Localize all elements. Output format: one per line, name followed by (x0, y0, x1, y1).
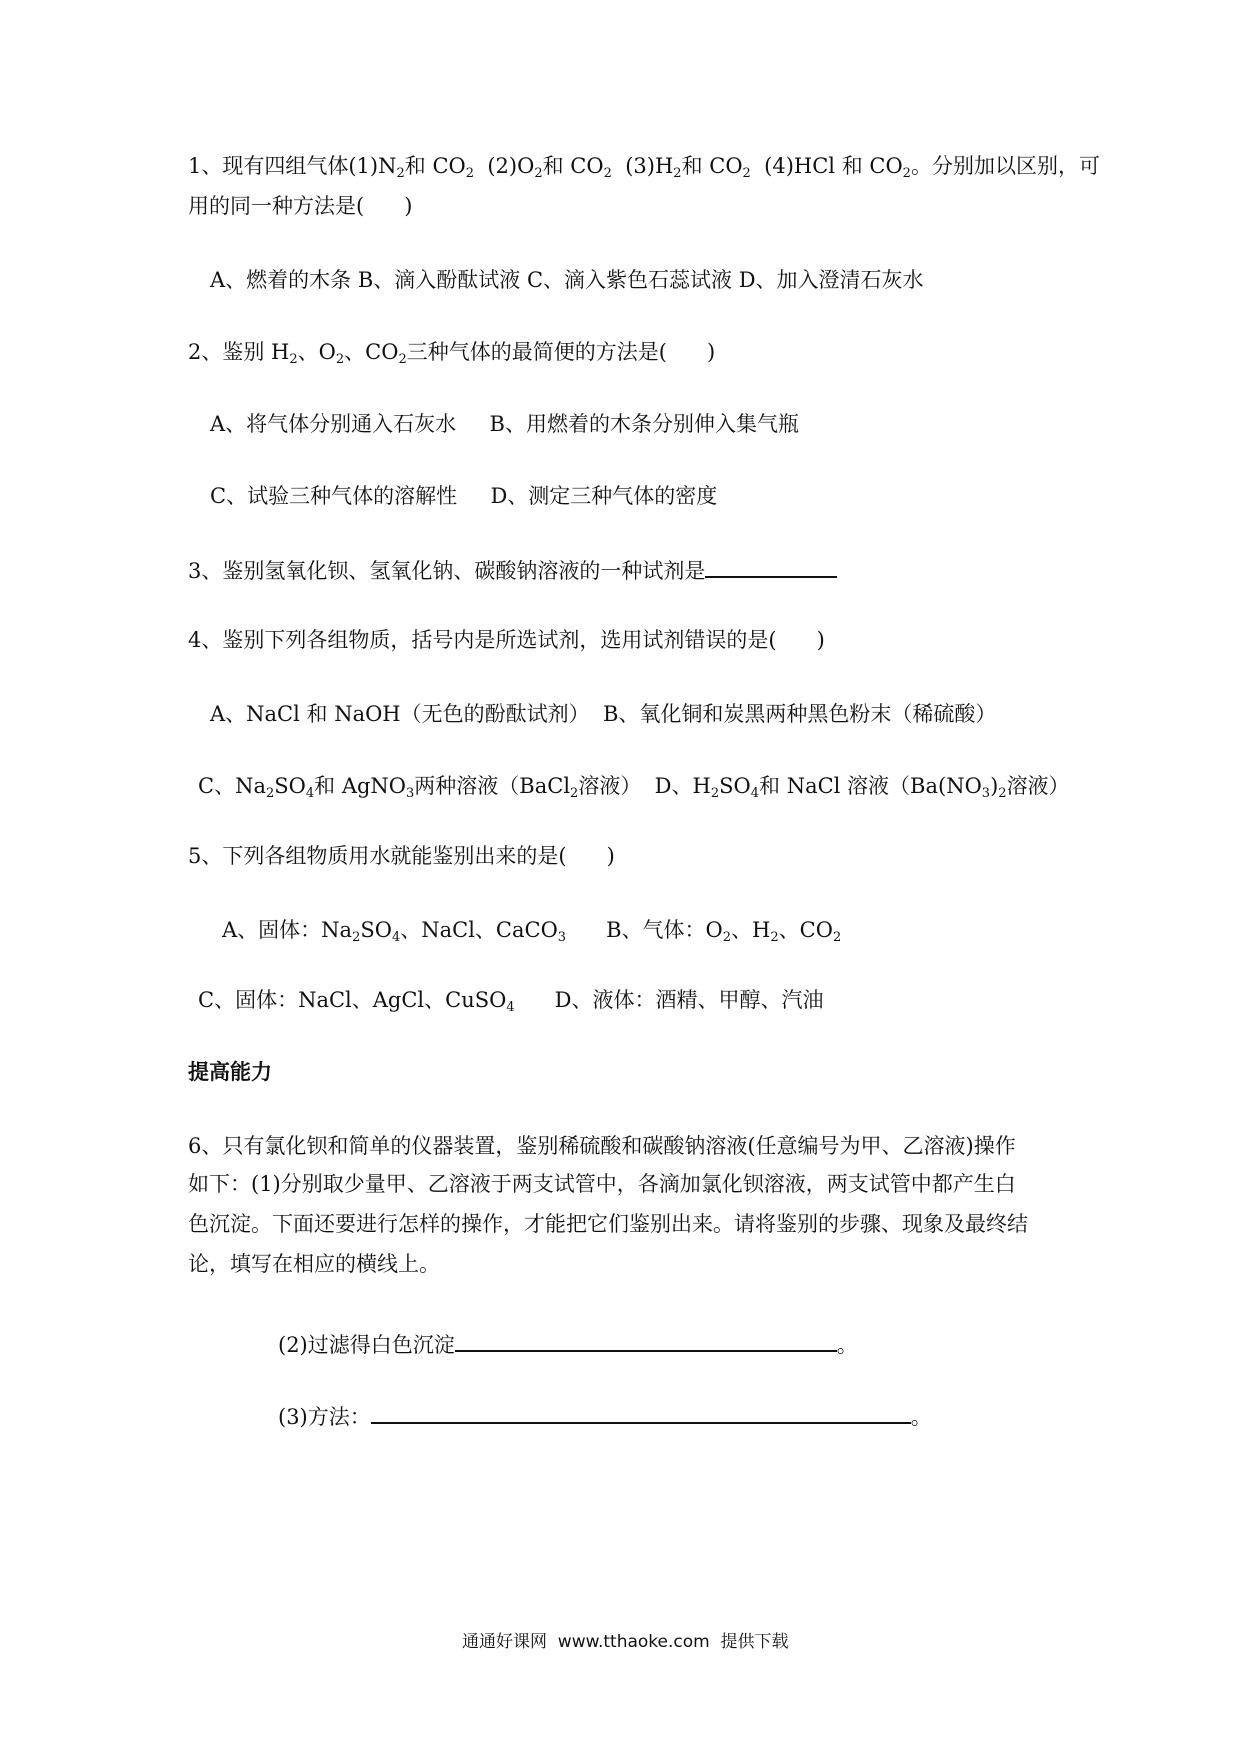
q5-options-cd: C、固体：NaCl、AgCl、CuSO4 D、液体：酒精、甲醇、汽油 (198, 988, 824, 1015)
q6-step3: (3)方法： 。 (278, 1402, 932, 1431)
q1-line2: 用的同一种方法是( ) (188, 194, 413, 218)
q3-stem: 3、鉴别氢氧化钡、氢氧化钠、碳酸钠溶液的一种试剂是 (188, 556, 837, 585)
q5-stem: 5、下列各组物质用水就能鉴别出来的是( ) (188, 844, 615, 868)
section-title: 提高能力 (188, 1060, 272, 1084)
page-footer: 通通好课网 www.tthaoke.com 提供下载 (462, 1632, 789, 1652)
q5-options-ab: A、固体：Na2SO4、NaCl、CaCO3 B、气体：O2、H2、CO2 (222, 918, 842, 945)
q6-line1: 6、只有氯化钡和简单的仪器装置，鉴别稀硫酸和碳酸钠溶液(任意编号为甲、乙溶液)操作 (188, 1134, 1016, 1158)
q1-options: A、燃着的木条 B、滴入酚酞试液 C、滴入紫色石蕊试液 D、加入澄清石灰水 (210, 268, 924, 292)
q4-stem: 4、鉴别下列各组物质，括号内是所选试剂，选用试剂错误的是( ) (188, 628, 825, 652)
q6-line2: 如下：(1)分别取少量甲、乙溶液于两支试管中，各滴加氯化钡溶液，两支试管中都产生白 (188, 1172, 1016, 1196)
q2-options-ab: A、将气体分别通入石灰水 B、用燃着的木条分别伸入集气瓶 (210, 412, 799, 436)
q6-line4: 论，填写在相应的横线上。 (188, 1252, 440, 1276)
q2-options-cd: C、试验三种气体的溶解性 D、测定三种气体的密度 (210, 484, 718, 508)
q3-answer-blank[interactable] (705, 556, 837, 578)
q1-line1: 1、现有四组气体(1)N2和 CO2 (2)O2和 CO2 (3)H2和 CO2 (4)HCl 和 CO2。分别加以区别，可 (188, 154, 1100, 181)
q6-step2: (2)过滤得白色沉淀 。 (278, 1330, 858, 1359)
q6-line3: 色沉淀。下面还要进行怎样的操作，才能把它们鉴别出来。请将鉴别的步骤、现象及最终结 (188, 1212, 1028, 1236)
q2-stem: 2、鉴别 H2、O2、CO2三种气体的最简便的方法是( ) (188, 340, 716, 367)
q4-options-cd: C、Na2SO4和 AgNO3两种溶液（BaCl2溶液） D、H2SO4和 NaCl 溶液（Ba(NO3)2溶液） (198, 774, 1070, 801)
q6-step3-blank[interactable] (371, 1402, 911, 1424)
q4-options-ab: A、NaCl 和 NaOH（无色的酚酞试剂） B、氧化铜和炭黑两种黑色粉末（稀硫酸） (210, 702, 997, 726)
q6-step2-blank[interactable] (455, 1330, 837, 1352)
